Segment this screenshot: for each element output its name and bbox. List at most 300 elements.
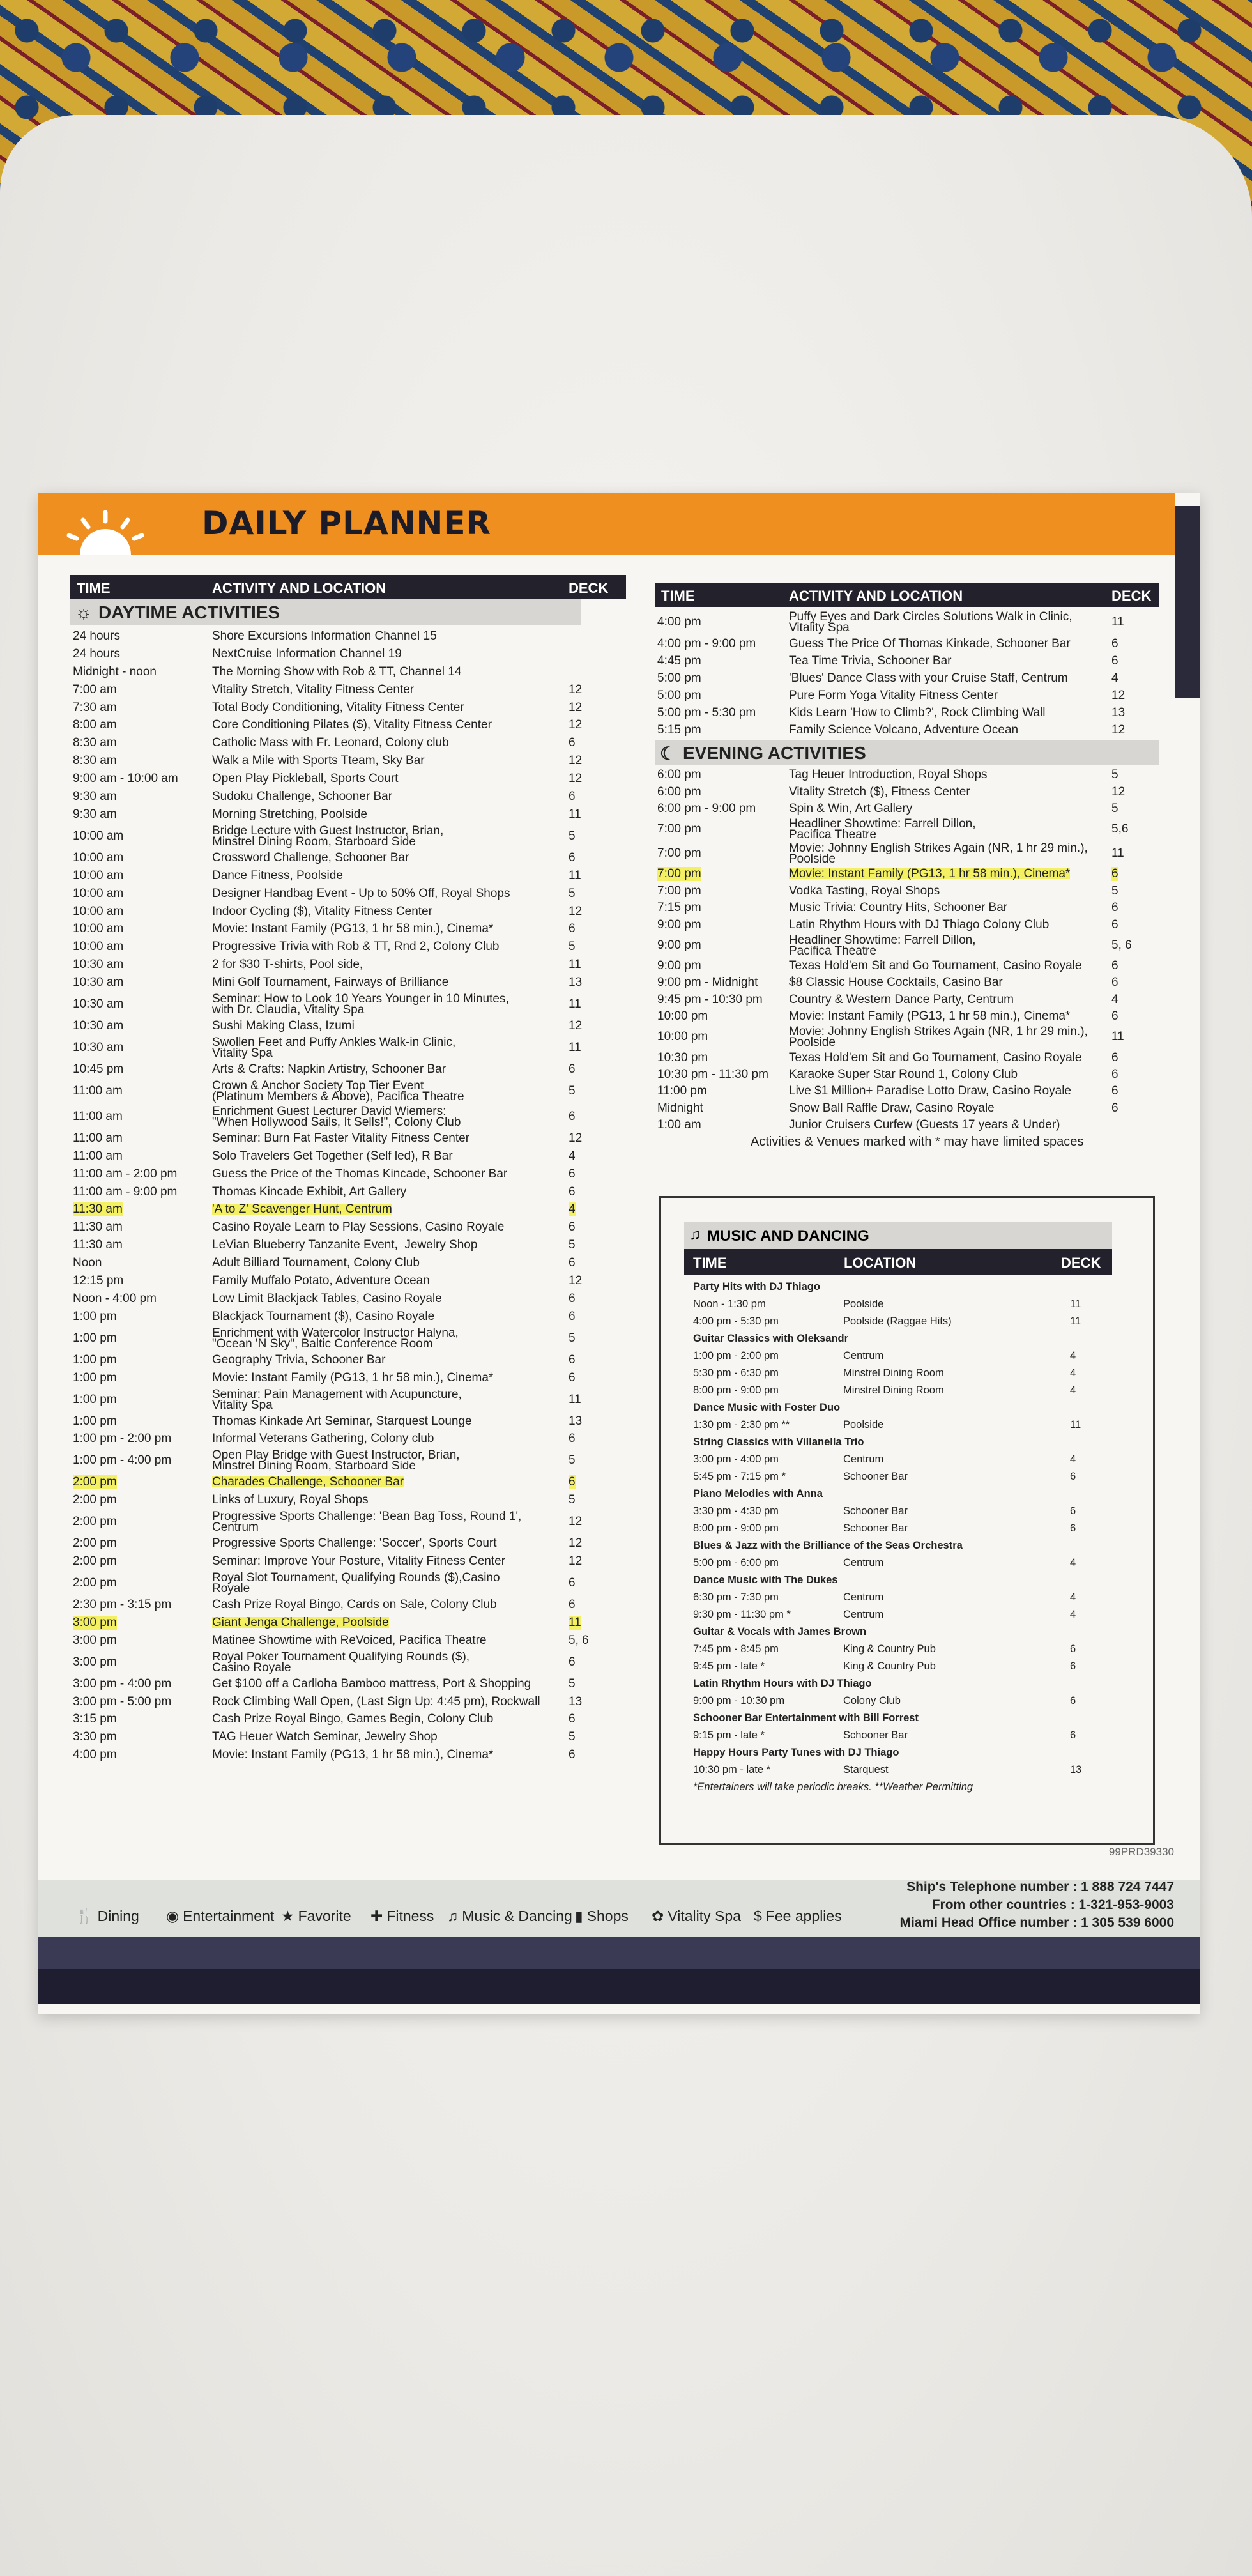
music-time: 8:00 pm - 9:00 pm xyxy=(693,1384,779,1396)
activity-time: 4:00 pm xyxy=(73,1748,117,1762)
activity-name: Movie: Instant Family (PG13, 1 hr 58 min.), Cinema* xyxy=(789,867,1071,881)
legend-item xyxy=(281,1908,351,1925)
activity-name: Family Muffalo Potato, Adventure Ocean xyxy=(212,1274,430,1288)
activity-deck: 5 xyxy=(569,1331,576,1345)
activity-name: Giant Jenga Challenge, Poolside xyxy=(212,1615,389,1629)
activity-deck: 5 xyxy=(569,1238,576,1252)
activity-deck: 6 xyxy=(1111,636,1118,650)
activity-time: 7:15 pm xyxy=(657,901,701,915)
activity-row xyxy=(70,1614,626,1632)
music-location: Centrum xyxy=(843,1609,884,1620)
music-dancing-box xyxy=(659,1196,1155,1845)
activity-name: Movie: Johnny English Strikes Again (NR, 1 hr 29 min.), Poolside xyxy=(789,1025,1088,1050)
activity-deck: 6 xyxy=(1111,901,1118,915)
activity-deck: 6 xyxy=(1111,958,1118,972)
activity-name: Kids Learn 'How to Climb?', Rock Climbing Wall xyxy=(789,705,1046,719)
activity-row xyxy=(655,670,1159,687)
activity-deck: 5 xyxy=(569,1493,576,1507)
activity-time: 2:00 pm xyxy=(73,1576,117,1590)
activity-row xyxy=(70,699,626,717)
activity-row xyxy=(70,717,626,735)
activity-deck: 12 xyxy=(569,754,583,768)
music-time: 7:45 pm - 8:45 pm xyxy=(693,1643,779,1655)
activity-deck: 12 xyxy=(1111,785,1126,799)
music-time: 9:45 pm - late * xyxy=(693,1660,765,1672)
legend-label: Dining xyxy=(97,1908,139,1924)
music-group-title: Happy Hours Party Tunes with DJ Thiago xyxy=(693,1747,899,1758)
activity-row xyxy=(70,788,626,806)
activity-row xyxy=(70,681,626,699)
activity-deck: 6 xyxy=(569,1475,576,1489)
activity-time: 8:00 am xyxy=(73,718,117,732)
activity-name: Live $1 Million+ Paradise Lotto Draw, Casino Royale xyxy=(789,1084,1071,1098)
music-time: 5:00 pm - 6:00 pm xyxy=(693,1557,779,1568)
activity-deck: 6 xyxy=(569,1655,576,1669)
activity-row xyxy=(70,1632,626,1650)
music-deck: 4 xyxy=(1070,1367,1076,1379)
activity-time: 10:00 pm xyxy=(657,1030,708,1044)
activity-name: Open Play Bridge with Guest Instructor, Brian, Minstrel Dining Room, Starboard Side xyxy=(212,1448,460,1473)
activity-deck: 6 xyxy=(569,1062,576,1076)
activity-name: Progressive Sports Challenge: 'Bean Bag Toss, Round 1', Centrum xyxy=(212,1510,522,1535)
activity-time: Midnight xyxy=(657,1101,703,1115)
activity-deck: 11 xyxy=(1111,847,1124,861)
activity-time: 1:00 pm - 2:00 pm xyxy=(73,1432,172,1446)
activity-row xyxy=(70,867,626,885)
activity-name: TAG Heuer Watch Seminar, Jewelry Shop xyxy=(212,1730,438,1744)
legend-item xyxy=(370,1908,434,1925)
music-deck: 6 xyxy=(1070,1643,1076,1655)
activity-deck: 5,6 xyxy=(1111,822,1129,836)
activity-time: 2:00 pm xyxy=(73,1537,117,1551)
activity-deck: 6 xyxy=(1111,1050,1118,1064)
col-location: LOCATION xyxy=(844,1255,917,1271)
activity-name: Movie: Instant Family (PG13, 1 hr 58 min.), Cinema* xyxy=(789,1009,1071,1023)
activity-deck: 12 xyxy=(1111,723,1126,737)
activity-time: 4:00 pm xyxy=(657,615,701,629)
activity-row xyxy=(655,1049,1159,1066)
activity-deck: 5 xyxy=(569,1084,576,1098)
activity-name: Indoor Cycling ($), Vitality Fitness Center xyxy=(212,904,432,918)
activity-row xyxy=(70,627,626,645)
music-group-title: Latin Rhythm Hours with DJ Thiago xyxy=(693,1678,872,1689)
legend-label: Fitness xyxy=(386,1908,434,1924)
activity-time: 11:00 am xyxy=(73,1109,123,1123)
activity-name: Crown & Anchor Society Top Tier Event (Platinum Members & Above), Pacifica Theatre xyxy=(212,1078,464,1103)
activity-name: Total Body Conditioning, Vitality Fitness Center xyxy=(212,700,464,714)
activity-deck: 12 xyxy=(569,682,583,696)
activity-row xyxy=(655,704,1159,721)
activity-name: NextCruise Information Channel 19 xyxy=(212,647,402,661)
activity-row xyxy=(655,1066,1159,1083)
activity-deck: 6 xyxy=(569,1353,576,1367)
activity-time: 1:00 pm xyxy=(73,1414,117,1428)
activity-name: 2 for $30 T-shirts, Pool side, xyxy=(212,958,363,972)
lotus-icon: ✿ xyxy=(652,1908,664,1924)
activity-row xyxy=(70,1387,626,1413)
col-deck: DECK xyxy=(569,580,609,596)
activity-time: 1:00 pm xyxy=(73,1392,117,1406)
legend-label: Favorite xyxy=(298,1908,351,1924)
dumbbell-icon: ✚ xyxy=(370,1908,383,1924)
activity-time: 1:00 pm xyxy=(73,1353,117,1367)
music-section-header xyxy=(684,1222,1112,1249)
music-deck: 6 xyxy=(1070,1729,1076,1741)
activity-time: 24 hours xyxy=(73,647,120,661)
music-location: Centrum xyxy=(843,1557,884,1568)
activity-row xyxy=(70,806,626,824)
music-group-title: Dance Music with Foster Duo xyxy=(693,1402,841,1413)
activity-row xyxy=(70,770,626,788)
activity-row xyxy=(70,1201,626,1219)
activity-time: 10:00 am xyxy=(73,940,124,954)
activity-deck: 5 xyxy=(569,1676,576,1690)
music-time: 3:30 pm - 4:30 pm xyxy=(693,1505,779,1517)
activity-time: 10:00 am xyxy=(73,850,124,864)
activity-row xyxy=(655,916,1159,933)
document-code: 99PRD39330 xyxy=(1108,1846,1174,1858)
activity-deck: 4 xyxy=(1111,992,1118,1006)
activity-row xyxy=(655,817,1159,841)
activity-name: Geography Trivia, Schooner Bar xyxy=(212,1353,386,1367)
activity-name: Rock Climbing Wall Open, (Last Sign Up: 4:45 pm), Rockwall xyxy=(212,1694,540,1708)
activity-time: 11:30 am xyxy=(73,1238,123,1252)
activity-name: Headliner Showtime: Farrell Dillon, Pacifica Theatre xyxy=(789,933,976,958)
activity-name: Walk a Mile with Sports Tteam, Sky Bar xyxy=(212,754,425,768)
legend-label: Entertainment xyxy=(183,1908,275,1924)
music-deck: 11 xyxy=(1070,1419,1081,1430)
activity-deck: 12 xyxy=(569,1019,583,1033)
activity-time: 10:00 am xyxy=(73,886,124,900)
activity-time: 5:15 pm xyxy=(657,723,701,737)
activity-time: 12:15 pm xyxy=(73,1274,124,1288)
activity-deck: 13 xyxy=(569,1414,583,1428)
activity-name: 'Blues' Dance Class with your Cruise Staff, Centrum xyxy=(789,671,1068,685)
activity-deck: 12 xyxy=(569,1537,583,1551)
activity-time: 10:00 pm xyxy=(657,1009,708,1023)
activity-name: Seminar: Pain Management with Acupuncture, Vitality Spa xyxy=(212,1387,462,1412)
activity-row xyxy=(655,783,1159,800)
activity-name: Enrichment Guest Lecturer David Wiemers: "When Hollywood Sails, It Sells!", Colony Club xyxy=(212,1104,461,1129)
activity-row xyxy=(70,1272,626,1290)
music-note-icon: ♫ xyxy=(689,1226,701,1243)
activity-name: Headliner Showtime: Farrell Dillon, Pacifica Theatre xyxy=(789,817,976,842)
activity-name: Crossword Challenge, Schooner Bar xyxy=(212,850,409,864)
music-location: King & Country Pub xyxy=(843,1643,936,1655)
activity-time: 11:00 pm xyxy=(657,1084,707,1098)
activity-deck: 5, 6 xyxy=(569,1633,589,1647)
music-deck: 6 xyxy=(1070,1522,1076,1534)
activity-deck: 6 xyxy=(1111,976,1118,990)
activity-name: Get $100 off a Carlloha Bamboo mattress, Port & Shopping xyxy=(212,1676,531,1690)
music-location: King & Country Pub xyxy=(843,1660,936,1672)
music-deck: 4 xyxy=(1070,1609,1076,1620)
activity-row xyxy=(655,687,1159,704)
music-deck: 4 xyxy=(1070,1350,1076,1361)
activity-name: Bridge Lecture with Guest Instructor, Brian, Minstrel Dining Room, Starboard Side xyxy=(212,824,444,848)
music-deck: 6 xyxy=(1070,1660,1076,1672)
activity-name: The Morning Show with Rob & TT, Channel 14 xyxy=(212,664,462,678)
activity-row xyxy=(70,1218,626,1236)
activity-name: Sushi Making Class, Izumi xyxy=(212,1019,355,1033)
music-deck: 11 xyxy=(1070,1315,1081,1327)
activity-name: Sudoku Challenge, Schooner Bar xyxy=(212,790,393,804)
activity-time: 5:00 pm - 5:30 pm xyxy=(657,705,756,719)
daytime-section-label: DAYTIME ACTIVITIES xyxy=(98,602,280,622)
activity-deck: 4 xyxy=(1111,671,1118,685)
activity-name: Puffy Eyes and Dark Circles Solutions Walk in Clinic, Vitality Spa xyxy=(789,610,1073,634)
activity-deck: 6 xyxy=(569,736,576,750)
activity-deck: 12 xyxy=(1111,688,1126,702)
activity-time: 11:00 am xyxy=(73,1084,123,1098)
music-location: Schooner Bar xyxy=(843,1471,908,1482)
activity-time: 10:45 pm xyxy=(73,1062,124,1076)
music-location: Starquest xyxy=(843,1764,889,1775)
music-time: 1:30 pm - 2:30 pm ** xyxy=(693,1419,790,1430)
activity-time: 11:00 am xyxy=(73,1131,123,1145)
header-edge xyxy=(1175,506,1200,698)
sun-icon: ☼ xyxy=(75,602,92,622)
activity-row xyxy=(655,974,1159,991)
music-deck: 4 xyxy=(1070,1384,1076,1396)
activity-name: Texas Hold'em Sit and Go Tournament, Casino Royale xyxy=(789,1050,1082,1064)
activity-row xyxy=(655,610,1159,635)
activity-name: Mini Golf Tournament, Fairways of Brilliance xyxy=(212,976,449,990)
activity-name: Enrichment with Watercolor Instructor Halyna, "Ocean 'N Sky", Baltic Conference Room xyxy=(212,1326,459,1351)
activity-name: Morning Stretching, Poolside xyxy=(212,807,367,821)
footer-band xyxy=(38,1937,1200,1969)
music-location: Poolside (Raggae Hits) xyxy=(843,1315,952,1327)
activity-row xyxy=(70,1130,626,1147)
activity-row xyxy=(70,1308,626,1326)
activity-row xyxy=(70,1448,626,1473)
activity-deck: 6 xyxy=(569,1432,576,1446)
music-time: 5:45 pm - 7:15 pm * xyxy=(693,1471,786,1482)
activity-time: 10:30 pm xyxy=(657,1050,708,1064)
activity-time: 10:30 am xyxy=(73,997,124,1011)
activity-name: Shore Excursions Information Channel 15 xyxy=(212,629,437,643)
activity-time: 7:00 pm xyxy=(657,867,701,881)
header-bar xyxy=(38,493,1175,555)
activity-time: 9:00 pm xyxy=(657,938,701,952)
activity-name: $8 Classic House Cocktails, Casino Bar xyxy=(789,976,1003,990)
fork-knife-icon: 🍴 xyxy=(75,1908,94,1924)
music-deck: 4 xyxy=(1070,1591,1076,1603)
music-time: 6:30 pm - 7:30 pm xyxy=(693,1591,779,1603)
activity-name: Dance Fitness, Poolside xyxy=(212,868,343,882)
activity-deck: 11 xyxy=(569,958,581,972)
activity-row xyxy=(655,933,1159,958)
activity-row xyxy=(655,1083,1159,1100)
activity-row xyxy=(70,1035,626,1061)
activity-time: 11:00 am - 9:00 pm xyxy=(73,1184,178,1199)
activity-row xyxy=(70,1693,626,1711)
activity-deck: 12 xyxy=(569,700,583,714)
activity-row xyxy=(70,1675,626,1693)
activity-deck: 12 xyxy=(569,1131,583,1145)
activity-time: 9:00 am - 10:00 am xyxy=(73,772,178,786)
activity-deck: 6 xyxy=(569,1309,576,1323)
activity-row xyxy=(655,1008,1159,1025)
activity-row xyxy=(655,883,1159,900)
activity-time: 11:30 am xyxy=(73,1202,123,1216)
activity-row xyxy=(70,1290,626,1308)
music-group-title: Guitar Classics with Oleksandr xyxy=(693,1333,849,1344)
activity-name: Progressive Trivia with Rob & TT, Rnd 2, Colony Club xyxy=(212,940,500,954)
activity-name: Movie: Instant Family (PG13, 1 hr 58 min.), Cinema* xyxy=(212,1748,494,1762)
activity-time: Noon xyxy=(73,1256,102,1270)
activity-row xyxy=(70,1596,626,1614)
activity-deck: 6 xyxy=(569,922,576,936)
music-deck: 6 xyxy=(1070,1695,1076,1706)
music-time: 10:30 pm - late * xyxy=(693,1764,771,1775)
activity-row xyxy=(70,824,626,849)
activity-deck: 12 xyxy=(569,718,583,732)
music-deck: 11 xyxy=(1070,1298,1081,1310)
music-group-title: Guitar & Vocals with James Brown xyxy=(693,1626,867,1637)
activity-time: 2:00 pm xyxy=(73,1515,117,1529)
legend-item xyxy=(75,1908,139,1925)
music-footnote: *Entertainers will take periodic breaks. **Weather Permitting xyxy=(693,1781,973,1793)
activity-time: 3:00 pm xyxy=(73,1615,117,1629)
activity-name: Guess the Price of the Thomas Kincade, Schooner Bar xyxy=(212,1167,508,1181)
activity-name: Spin & Win, Art Gallery xyxy=(789,801,913,815)
activity-name: Music Trivia: Country Hits, Schooner Bar xyxy=(789,901,1008,915)
activity-row xyxy=(70,734,626,752)
activity-row xyxy=(70,1254,626,1272)
activity-row xyxy=(70,903,626,921)
activity-row xyxy=(70,1430,626,1448)
activity-deck: 5 xyxy=(569,886,576,900)
activity-deck: 6 xyxy=(1111,1101,1118,1115)
activity-deck: 5 xyxy=(1111,801,1118,815)
col-deck: DECK xyxy=(1061,1255,1101,1271)
activity-time: 4:45 pm xyxy=(657,654,701,668)
miami-office-phone: Miami Head Office number : 1 305 539 6000 xyxy=(899,1915,1174,1930)
activity-row xyxy=(655,1025,1159,1049)
activity-row xyxy=(70,1491,626,1509)
music-time: 4:00 pm - 5:30 pm xyxy=(693,1315,779,1327)
col-time: TIME xyxy=(661,588,695,604)
music-time: 9:30 pm - 11:30 pm * xyxy=(693,1609,791,1620)
activity-name: Thomas Kincade Exhibit, Art Gallery xyxy=(212,1184,407,1199)
activity-name: Thomas Kinkade Art Seminar, Starquest Lounge xyxy=(212,1414,472,1428)
activity-time: 9:00 pm xyxy=(657,917,701,931)
activity-name: Movie: Instant Family (PG13, 1 hr 58 min.), Cinema* xyxy=(212,1370,494,1384)
activity-row xyxy=(70,1017,626,1035)
activity-row xyxy=(70,1570,626,1596)
activity-time: 4:00 pm - 9:00 pm xyxy=(657,636,756,650)
activity-deck: 11 xyxy=(569,1392,581,1406)
music-time: 1:00 pm - 2:00 pm xyxy=(693,1350,779,1361)
activity-time: 8:30 am xyxy=(73,754,117,768)
activity-name: Core Conditioning Pilates ($), Vitality Fitness Center xyxy=(212,718,492,732)
daytime-section-header xyxy=(70,599,581,625)
activity-row xyxy=(70,1351,626,1369)
activity-row xyxy=(655,841,1159,866)
activity-name: Catholic Mass with Fr. Leonard, Colony club xyxy=(212,736,449,750)
activity-time: 2:30 pm - 3:15 pm xyxy=(73,1597,172,1611)
activity-time: 3:30 pm xyxy=(73,1730,117,1744)
activity-row xyxy=(70,1165,626,1183)
bag-icon: ▮ xyxy=(575,1908,583,1924)
activity-deck: 6 xyxy=(569,1291,576,1305)
music-deck: 13 xyxy=(1070,1764,1082,1775)
music-group-title: Dance Music with The Dukes xyxy=(693,1574,838,1586)
music-time: 9:00 pm - 10:30 pm xyxy=(693,1695,785,1706)
activity-time: 1:00 pm xyxy=(73,1370,117,1384)
activity-row xyxy=(655,767,1159,783)
activity-deck: 6 xyxy=(569,1597,576,1611)
activity-deck: 12 xyxy=(569,1554,583,1568)
activity-row xyxy=(70,1078,626,1104)
music-deck: 6 xyxy=(1070,1505,1076,1517)
activity-time: 7:00 am xyxy=(73,682,117,696)
activity-time: 6:00 pm xyxy=(657,785,701,799)
limited-spaces-note: Activities & Venues marked with * may have limited spaces xyxy=(751,1135,1084,1149)
activity-time: 3:15 pm xyxy=(73,1712,117,1726)
col-time: TIME xyxy=(693,1255,727,1271)
activity-row xyxy=(70,752,626,770)
activity-row xyxy=(655,801,1159,817)
music-location: Centrum xyxy=(843,1453,884,1465)
activity-deck: 6 xyxy=(569,1370,576,1384)
activity-row xyxy=(655,1100,1159,1117)
music-deck: 4 xyxy=(1070,1557,1076,1568)
music-group-title: Blues & Jazz with the Brilliance of the Seas Orchestra xyxy=(693,1540,963,1551)
activity-deck: 6 xyxy=(1111,867,1118,881)
legend-item xyxy=(754,1908,842,1925)
activity-name: Open Play Pickleball, Sports Court xyxy=(212,772,399,786)
mask-icon: ◉ xyxy=(166,1908,179,1924)
activity-row xyxy=(70,645,626,663)
activity-time: 1:00 pm - 4:00 pm xyxy=(73,1453,172,1468)
activity-deck: 5 xyxy=(569,1453,576,1468)
activity-time: 10:30 am xyxy=(73,1041,124,1054)
activity-deck: 5 xyxy=(1111,768,1118,782)
activity-time: 9:30 am xyxy=(73,807,117,821)
activity-name: Country & Western Dance Party, Centrum xyxy=(789,992,1014,1006)
legend-label: Shops xyxy=(586,1908,629,1924)
activity-row xyxy=(655,992,1159,1008)
activity-deck: 6 xyxy=(1111,1067,1118,1081)
moon-icon: ☾ xyxy=(660,744,676,763)
activity-deck: 12 xyxy=(569,1274,583,1288)
activity-time: 10:30 am xyxy=(73,976,124,990)
activity-time: 10:00 am xyxy=(73,829,124,843)
dollar-icon: $ xyxy=(754,1908,762,1924)
activity-row xyxy=(70,885,626,903)
activity-deck: 13 xyxy=(569,1694,583,1708)
activity-deck: 6 xyxy=(1111,1009,1118,1023)
activity-name: Progressive Sports Challenge: 'Soccer', Sports Court xyxy=(212,1537,497,1551)
music-deck: 4 xyxy=(1070,1453,1076,1465)
activity-deck: 6 xyxy=(569,1748,576,1762)
activity-time: 9:00 pm xyxy=(657,958,701,972)
activity-deck: 6 xyxy=(569,1712,576,1726)
activity-deck: 6 xyxy=(1111,1084,1118,1098)
activity-time: 2:00 pm xyxy=(73,1493,117,1507)
activity-time: 9:00 pm - Midnight xyxy=(657,976,758,990)
activity-row xyxy=(655,958,1159,974)
activity-name: Vitality Stretch ($), Fitness Center xyxy=(789,785,970,799)
activity-row xyxy=(70,849,626,867)
activity-row xyxy=(70,1650,626,1675)
activity-name: Texas Hold'em Sit and Go Tournament, Casino Royale xyxy=(789,958,1082,972)
legend-item xyxy=(575,1908,629,1925)
music-location: Poolside xyxy=(843,1419,884,1430)
activity-name: Pure Form Yoga Vitality Fitness Center xyxy=(789,688,998,702)
